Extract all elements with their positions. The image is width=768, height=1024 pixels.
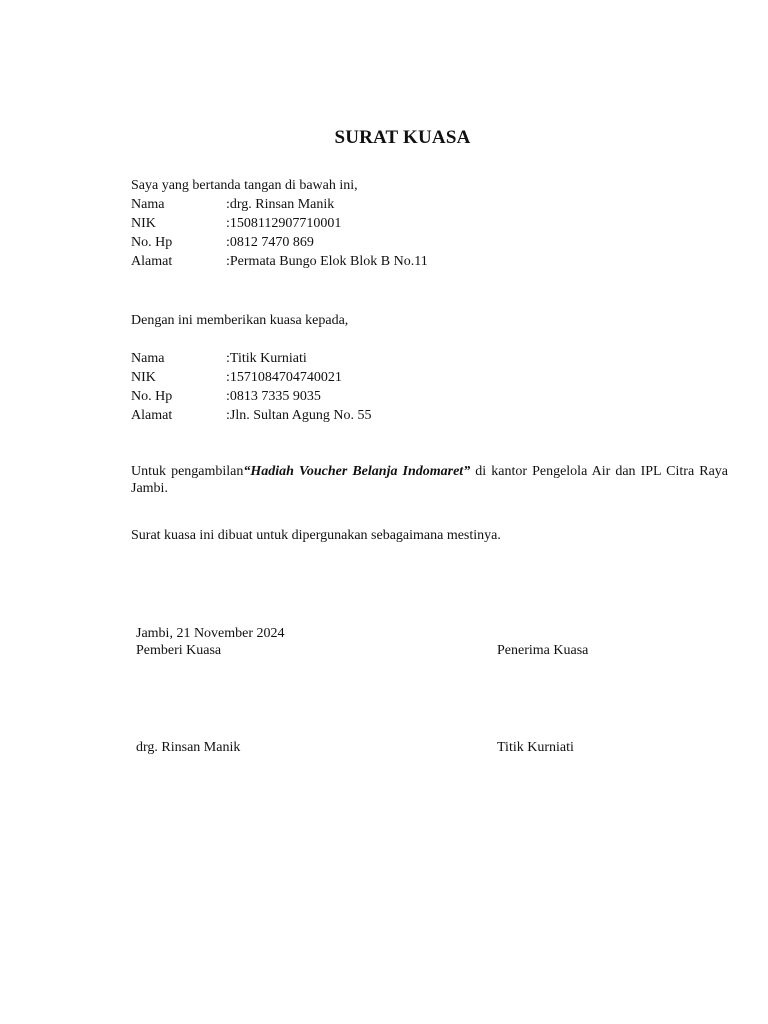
field-label: Nama [131, 197, 165, 212]
field-value: Jln. Sultan Agung No. 55 [229, 408, 372, 423]
field-colon: : [226, 254, 230, 269]
field-colon: : [226, 235, 230, 250]
intro-text: Saya yang bertanda tangan di bawah ini, [131, 178, 358, 193]
grantee-signature-name: Titik Kurniati [497, 740, 574, 755]
grantor-row [131, 214, 341, 233]
grantee-role: Penerima Kuasa [497, 643, 589, 658]
field-value: 1508112907710001 [229, 216, 342, 231]
grantor-row [131, 195, 334, 214]
field-label: No. Hp [131, 389, 173, 404]
field-colon: : [226, 389, 230, 404]
field-value: 1571084704740021 [229, 370, 342, 385]
transfer-text: Dengan ini memberikan kuasa kepada, [131, 313, 349, 328]
purpose-emphasis: “Hadiah Voucher Belanja Indomaret” [243, 464, 471, 479]
grantor-row [131, 233, 314, 252]
place-date: Jambi, 21 November 2024 [136, 626, 285, 641]
field-label: Alamat [131, 408, 173, 423]
field-value: Permata Bungo Elok Blok B No.11 [229, 254, 428, 269]
field-colon: : [226, 351, 230, 366]
field-colon: : [226, 216, 230, 231]
field-label: Nama [131, 351, 165, 366]
purpose-prefix: Untuk pengambilan [131, 464, 244, 479]
field-colon: : [226, 408, 230, 423]
document-title: SURAT KUASA [334, 127, 471, 148]
field-colon: : [226, 370, 230, 385]
field-value: drg. Rinsan Manik [229, 197, 335, 212]
grantee-row [131, 406, 371, 425]
field-value: 0813 7335 9035 [229, 389, 321, 404]
grantor-role: Pemberi Kuasa [136, 643, 222, 658]
field-label: No. Hp [131, 235, 173, 250]
field-value: 0812 7470 869 [229, 235, 314, 250]
grantee-row [131, 387, 321, 406]
purpose-suffix: di kantor Pengelola Air dan IPL Citra Raya Jambi. [131, 464, 728, 496]
field-colon: : [226, 197, 230, 212]
field-label: NIK [131, 216, 156, 231]
grantee-row [131, 349, 307, 368]
purpose-paragraph [131, 463, 728, 497]
field-label: NIK [131, 370, 156, 385]
grantor-row [131, 252, 428, 271]
field-label: Alamat [131, 254, 173, 269]
field-value: Titik Kurniati [229, 351, 307, 366]
grantee-row [131, 368, 342, 387]
closing-text: Surat kuasa ini dibuat untuk dipergunakan sebagaimana mestinya. [131, 528, 501, 543]
grantor-signature-name: drg. Rinsan Manik [136, 740, 241, 755]
